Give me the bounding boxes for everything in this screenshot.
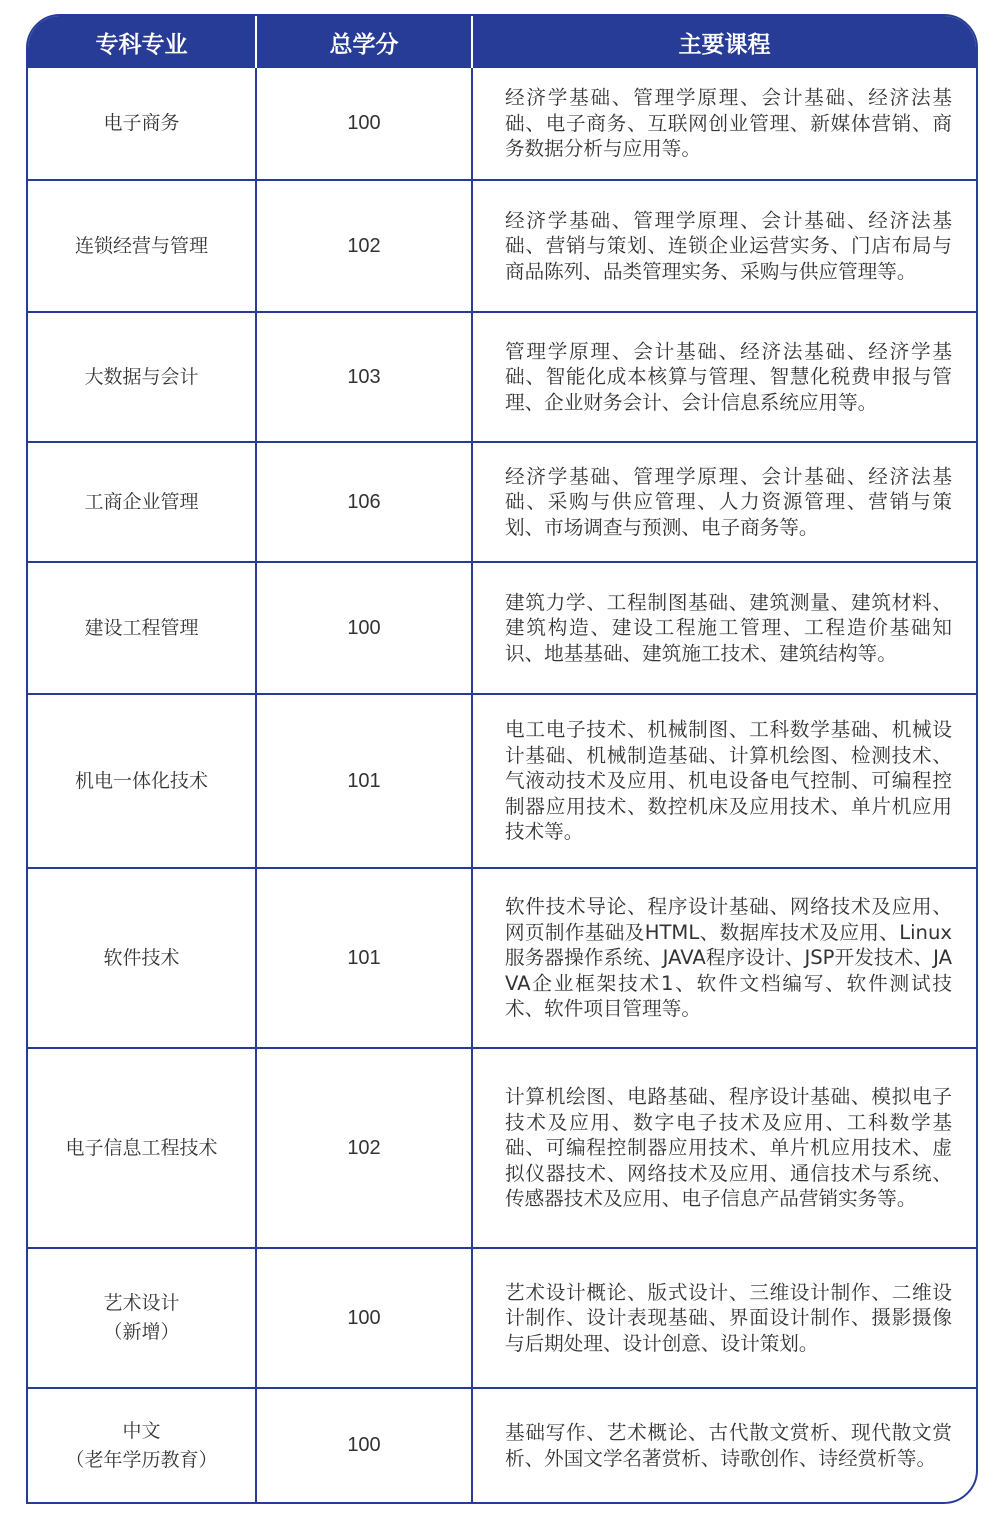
major-name: 艺术设计 (103, 1292, 180, 1314)
courses-cell: 经济学基础、管理学原理、会计基础、经济法基础、采购与供应管理、人力资源管理、营销与策划、市场调查与预测、电子商务等。 (472, 442, 976, 562)
table-row (28, 562, 976, 694)
major-name: 电子商务 (103, 112, 180, 134)
credits-cell: 100 (256, 562, 472, 694)
major-name: 大数据与会计 (84, 365, 199, 388)
major-note: （新增） (103, 1321, 180, 1343)
credits-cell: 100 (256, 68, 472, 180)
major-cell (28, 562, 256, 694)
major-cell (28, 68, 256, 180)
table-row (28, 312, 976, 442)
credits-cell: 106 (256, 442, 472, 562)
credits-cell: 100 (256, 1388, 472, 1502)
major-cell (28, 1048, 256, 1248)
major-cell (28, 694, 256, 868)
table-row (28, 180, 976, 312)
table-row (28, 442, 976, 562)
courses-cell: 管理学原理、会计基础、经济法基础、经济学基础、智能化成本核算与管理、智慧化税费申报与管理、企业财务会计、会计信息系统应用等。 (472, 312, 976, 442)
major-cell (28, 1388, 256, 1502)
header-major: 专科专业 (28, 16, 256, 68)
courses-cell: 经济学基础、管理学原理、会计基础、经济法基础、营销与策划、连锁企业运营实务、门店布局与商品陈列、品类管理实务、采购与供应管理等。 (472, 180, 976, 312)
major-name: 机电一体化技术 (74, 769, 208, 792)
major-note: （老年学历教育） (65, 1448, 218, 1471)
major-cell (28, 442, 256, 562)
credits-cell: 101 (256, 868, 472, 1048)
credits-cell: 103 (256, 312, 472, 442)
header-courses: 主要课程 (472, 16, 976, 68)
major-name: 连锁经营与管理 (74, 234, 208, 257)
major-cell (28, 312, 256, 442)
table-header-row (28, 16, 976, 68)
table-row (28, 868, 976, 1048)
curriculum-table-frame (26, 14, 978, 1504)
credits-cell: 102 (256, 180, 472, 312)
courses-cell: 经济学基础、管理学原理、会计基础、经济法基础、电子商务、互联网创业管理、新媒体营销、商务数据分析与应用等。 (472, 68, 976, 180)
courses-cell: 电工电子技术、机械制图、工科数学基础、机械设计基础、机械制造基础、计算机绘图、检测技术、气液动技术及应用、机电设备电气控制、可编程控制器应用技术、数控机床及应用技术、单片机应用技术等。 (472, 694, 976, 868)
table-row (28, 694, 976, 868)
major-name: 建设工程管理 (84, 616, 199, 639)
major-name: 软件技术 (103, 946, 180, 969)
table-row (28, 1388, 976, 1502)
courses-cell: 基础写作、艺术概论、古代散文赏析、现代散文赏析、外国文学名著赏析、诗歌创作、诗经赏析等。 (505, 1421, 952, 1470)
credits-cell: 101 (256, 694, 472, 868)
credits-cell: 102 (256, 1048, 472, 1248)
major-cell (28, 180, 256, 312)
major-cell (28, 1248, 256, 1388)
courses-cell: 计算机绘图、电路基础、程序设计基础、模拟电子技术及应用、数字电子技术及应用、工科数学基础、可编程控制器应用技术、单片机应用技术、虚拟仪器技术、网络技术及应用、通信技术与系统、传感器技术及应用、电子信息产品营销实务等。 (472, 1048, 976, 1248)
table-row (28, 1048, 976, 1248)
credits-cell: 100 (256, 1248, 472, 1388)
major-name: 电子信息工程技术 (65, 1136, 218, 1159)
header-credits: 总学分 (256, 16, 472, 68)
table-row (28, 1248, 976, 1388)
major-name: 工商企业管理 (84, 490, 199, 513)
major-name: 中文 (122, 1419, 161, 1442)
table-row (28, 68, 976, 180)
courses-cell: 建筑力学、工程制图基础、建筑测量、建筑材料、建筑构造、建设工程施工管理、工程造价基础知识、地基基础、建筑施工技术、建筑结构等。 (472, 562, 976, 694)
courses-cell: 软件技术导论、程序设计基础、网络技术及应用、网页制作基础及HTML、数据库技术及应用、Linux服务器操作系统、JAVA程序设计、JSP开发技术、JAVA企业框架技术1、软件文档编写、软件测试技术、软件项目管理等。 (472, 868, 976, 1048)
major-cell (28, 868, 256, 1048)
curriculum-table (28, 16, 976, 1502)
courses-cell: 艺术设计概论、版式设计、三维设计制作、二维设计制作、设计表现基础、界面设计制作、摄影摄像与后期处理、设计创意、设计策划。 (472, 1248, 976, 1388)
